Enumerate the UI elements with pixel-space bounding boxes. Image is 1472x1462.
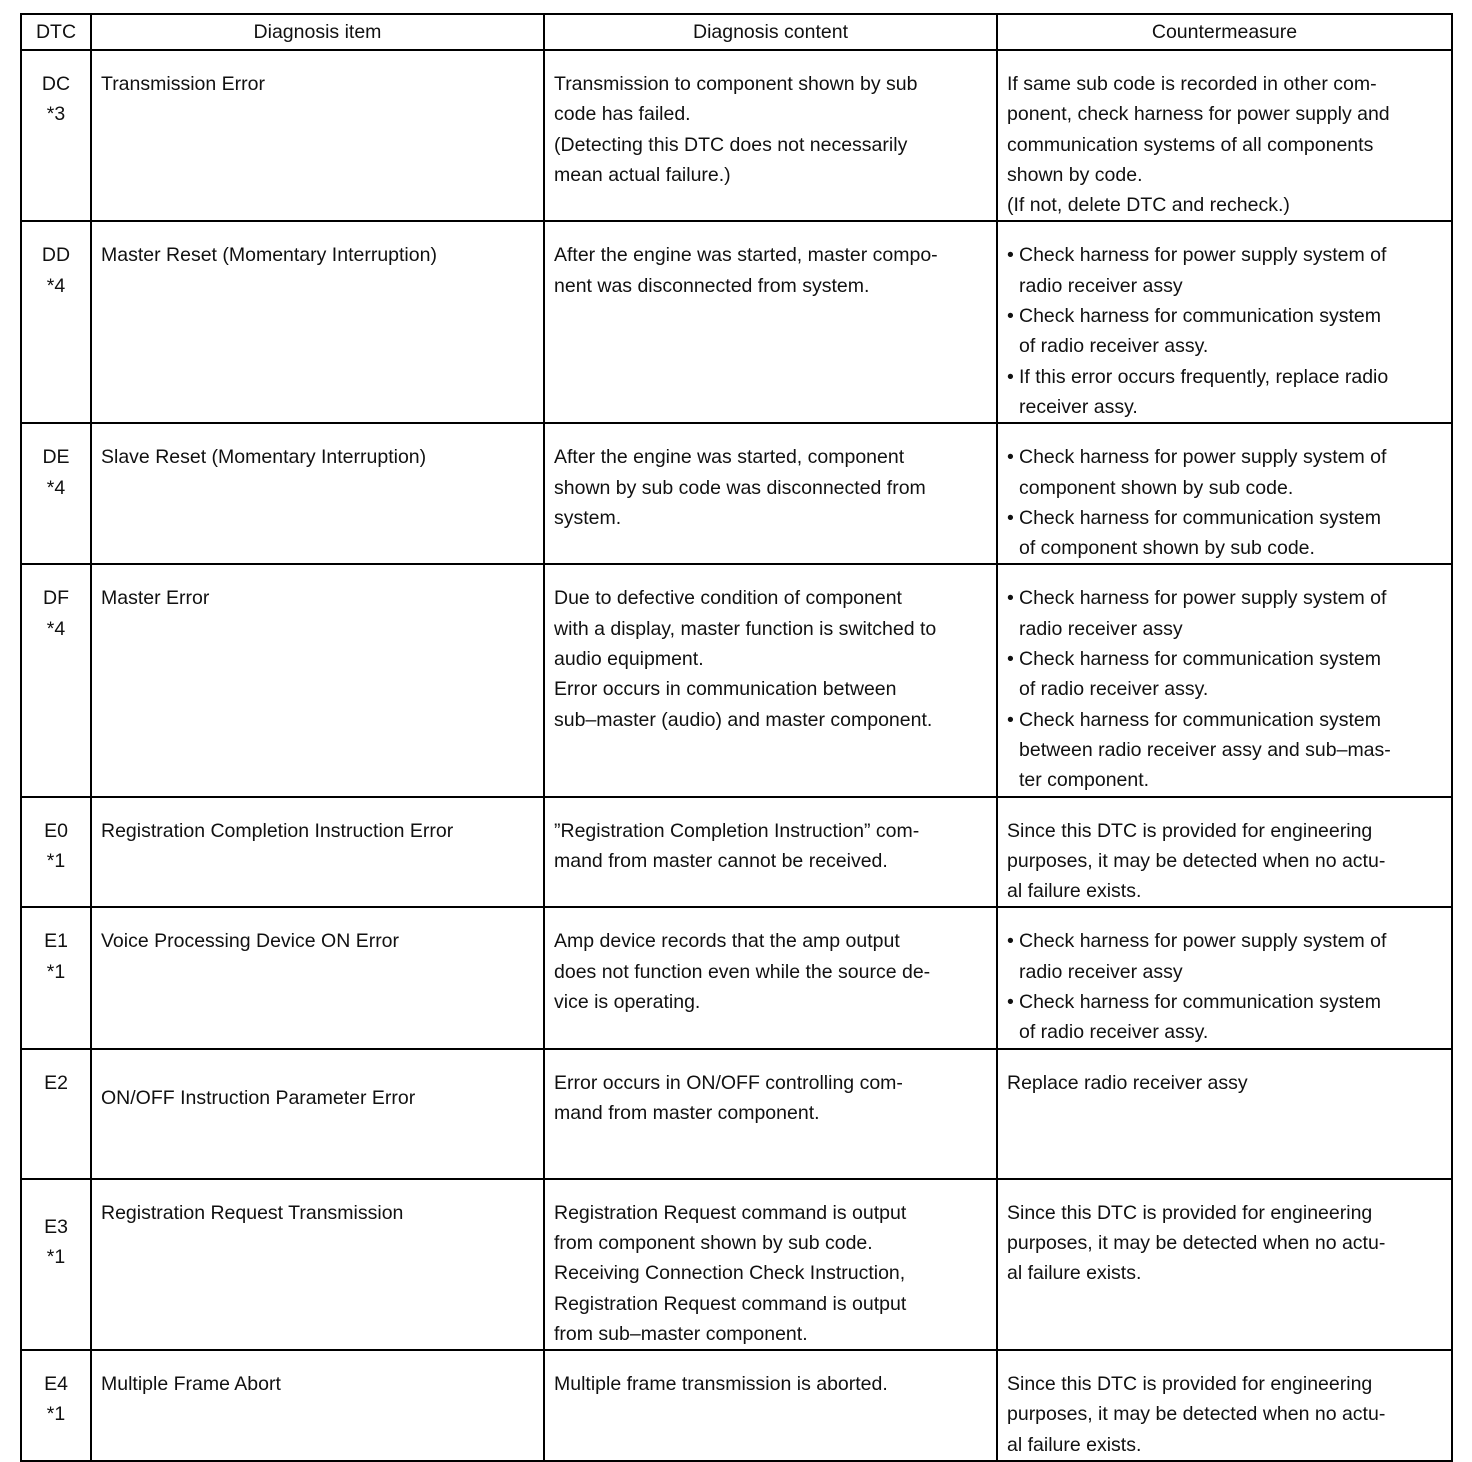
countermeasure-cell	[997, 1049, 1452, 1179]
content-line: ”Registration Completion Instruction” com-	[554, 819, 920, 842]
bullet-item	[1007, 705, 1442, 796]
countermeasure-line: al failure exists.	[1007, 1262, 1142, 1285]
table-row	[21, 1049, 1452, 1179]
countermeasure-text	[1007, 1198, 1442, 1289]
dtc-note: *1	[46, 849, 66, 872]
diagnosis-content-cell	[544, 564, 997, 796]
dtc-code	[22, 1050, 90, 1098]
bullet-item	[1007, 644, 1442, 705]
countermeasure-line: al failure exists.	[1007, 880, 1142, 903]
diagnosis-content-cell	[544, 1049, 997, 1179]
dtc-code-text: E4	[44, 1373, 68, 1396]
countermeasure-line: Check harness for communication system	[1019, 506, 1381, 529]
countermeasure-line: ponent, check harness for power supply and	[1007, 103, 1390, 126]
dtc-note: *4	[46, 617, 66, 640]
countermeasure-line: of component shown by sub code.	[1019, 537, 1315, 560]
bullet-item	[1007, 503, 1442, 564]
dtc-code-text: E1	[44, 930, 68, 953]
countermeasure-line: If this error occurs frequently, replace radio	[1019, 365, 1389, 388]
diagnosis-content-cell	[544, 50, 997, 221]
countermeasure-cell	[997, 50, 1452, 221]
countermeasure-line: Check harness for communication system	[1019, 708, 1381, 731]
bullet-icon: •	[1007, 587, 1014, 610]
dtc-cell	[21, 1049, 91, 1179]
diagnosis-content-cell	[544, 1350, 997, 1461]
dtc-note: *1	[46, 960, 66, 983]
diagnosis-item-text: Transmission Error	[101, 73, 265, 95]
diagnosis-item	[92, 424, 543, 472]
table-row	[21, 221, 1452, 423]
dtc-note: *1	[46, 1245, 66, 1268]
countermeasure	[998, 1050, 1451, 1098]
bullet-icon: •	[1007, 648, 1014, 671]
diagnosis-content	[545, 1050, 996, 1129]
dtc-note: *4	[46, 476, 66, 499]
content-line: from component shown by sub code.	[554, 1231, 873, 1254]
bullet-icon: •	[1007, 446, 1014, 469]
dtc-cell	[21, 564, 91, 796]
table-row	[21, 564, 1452, 796]
content-line: Error occurs in ON/OFF controlling com-	[554, 1071, 903, 1094]
countermeasure-cell	[997, 221, 1452, 423]
dtc-code	[22, 424, 90, 503]
diagnosis-item-cell	[91, 1350, 544, 1461]
bullet-item	[1007, 987, 1442, 1048]
diagnosis-content	[545, 1180, 996, 1349]
diagnosis-item-text: Slave Reset (Momentary Interruption)	[101, 446, 427, 469]
content-line: system.	[554, 506, 622, 529]
diagnosis-item	[92, 798, 543, 846]
content-line: mand from master component.	[554, 1101, 820, 1124]
dtc-table	[20, 13, 1453, 1462]
content-line: Transmission to component shown by sub	[554, 73, 918, 95]
countermeasure-line: Check harness for communication system	[1019, 991, 1381, 1014]
countermeasure-text	[1007, 1068, 1442, 1098]
dtc-code-text: E3	[44, 1215, 68, 1238]
diagnosis-content	[545, 424, 996, 533]
countermeasure-line: of radio receiver assy.	[1019, 678, 1209, 701]
countermeasure-line: Check harness for power supply system of	[1019, 930, 1387, 953]
countermeasure-line: Check harness for power supply system of	[1019, 446, 1387, 469]
diagnosis-item-cell	[91, 423, 544, 564]
header-dtc: DTC	[21, 14, 91, 50]
dtc-code	[22, 51, 90, 130]
content-line: nent was disconnected from system.	[554, 274, 870, 297]
content-line: mand from master cannot be received.	[554, 849, 888, 872]
countermeasure-line: purposes, it may be detected when no actu-	[1007, 849, 1386, 872]
content-line: Registration Request command is output	[554, 1201, 907, 1224]
bullet-icon: •	[1007, 305, 1014, 328]
dtc-note: *1	[46, 1403, 66, 1426]
bullet-icon: •	[1007, 708, 1014, 731]
countermeasure-line: If same sub code is recorded in other com-	[1007, 73, 1377, 95]
bullet-item	[1007, 442, 1442, 503]
diagnosis-content-cell	[544, 797, 997, 908]
content-line: After the engine was started, component	[554, 446, 905, 469]
diagnosis-item-text: Multiple Frame Abort	[101, 1373, 281, 1396]
table-row	[21, 797, 1452, 908]
countermeasure-line: shown by code.	[1007, 163, 1143, 186]
bullet-icon: •	[1007, 991, 1014, 1014]
bullet-item	[1007, 301, 1442, 362]
diagnosis-item-text: Master Reset (Momentary Interruption)	[101, 244, 437, 267]
content-line: Receiving Connection Check Instruction,	[554, 1262, 906, 1285]
diagnosis-item	[92, 222, 543, 270]
diagnosis-item	[92, 1351, 543, 1399]
diagnosis-item-text: ON/OFF Instruction Parameter Error	[101, 1086, 416, 1109]
diagnosis-item-cell	[91, 797, 544, 908]
bullet-icon: •	[1007, 506, 1014, 529]
content-line: Multiple frame transmission is aborted.	[554, 1373, 888, 1396]
countermeasure-text	[1007, 69, 1442, 220]
content-line: shown by sub code was disconnected from	[554, 476, 926, 499]
bullet-icon: •	[1007, 365, 1014, 388]
countermeasure-line: Check harness for communication system	[1019, 305, 1381, 328]
table-row	[21, 50, 1452, 221]
content-line: code has failed.	[554, 103, 691, 126]
countermeasure	[998, 1180, 1451, 1289]
diagnosis-item-text: Registration Request Transmission	[101, 1201, 404, 1224]
diagnosis-item-text: Voice Processing Device ON Error	[101, 930, 400, 953]
diagnosis-content-cell	[544, 221, 997, 423]
content-line: (Detecting this DTC does not necessarily	[554, 133, 908, 156]
countermeasure-line: ter component.	[1019, 769, 1150, 792]
dtc-code-text: DF	[43, 587, 69, 610]
diagnosis-content	[545, 908, 996, 1017]
header-diagnosis-item: Diagnosis item	[91, 14, 544, 50]
dtc-code	[22, 908, 90, 987]
content-line: Amp device records that the amp output	[554, 930, 900, 953]
diagnosis-item	[92, 51, 543, 99]
countermeasure	[998, 798, 1451, 907]
diagnosis-content-cell	[544, 907, 997, 1048]
dtc-note: *4	[46, 274, 66, 297]
countermeasure-line: component shown by sub code.	[1019, 476, 1294, 499]
countermeasure-line: Check harness for communication system	[1019, 648, 1381, 671]
countermeasure	[998, 908, 1451, 1047]
countermeasure-line: Check harness for power supply system of	[1019, 244, 1387, 267]
countermeasure	[998, 51, 1451, 220]
countermeasure-line: receiver assy.	[1019, 395, 1138, 418]
bullet-icon: •	[1007, 244, 1014, 267]
countermeasure-cell	[997, 423, 1452, 564]
diagnosis-item-cell	[91, 564, 544, 796]
diagnosis-item-cell	[91, 221, 544, 423]
countermeasure-line: radio receiver assy	[1019, 274, 1183, 297]
countermeasure-line: (If not, delete DTC and recheck.)	[1007, 194, 1290, 217]
diagnosis-content	[545, 222, 996, 301]
dtc-cell	[21, 221, 91, 423]
dtc-code	[22, 798, 90, 877]
diagnosis-item-cell	[91, 1049, 544, 1179]
dtc-cell	[21, 1179, 91, 1350]
countermeasure	[998, 1351, 1451, 1460]
countermeasure-cell	[997, 797, 1452, 908]
diagnosis-item-cell	[91, 50, 544, 221]
countermeasure-line: radio receiver assy	[1019, 960, 1183, 983]
diagnosis-content-cell	[544, 423, 997, 564]
dtc-code	[22, 1180, 90, 1273]
dtc-code	[22, 1351, 90, 1430]
diagnosis-item	[92, 565, 543, 613]
dtc-cell	[21, 423, 91, 564]
dtc-code-text: E0	[44, 819, 68, 842]
bullet-icon: •	[1007, 930, 1014, 953]
diagnosis-content	[545, 51, 996, 190]
table-row	[21, 907, 1452, 1048]
diagnosis-item	[92, 1180, 543, 1228]
countermeasure	[998, 565, 1451, 795]
countermeasure-line: radio receiver assy	[1019, 617, 1183, 640]
countermeasure-text	[1007, 816, 1442, 907]
table-row	[21, 1350, 1452, 1461]
diagnosis-item-cell	[91, 907, 544, 1048]
countermeasure	[998, 424, 1451, 563]
countermeasure-line: between radio receiver assy and sub–mas-	[1019, 738, 1391, 761]
countermeasure-cell	[997, 907, 1452, 1048]
dtc-code-text: DE	[42, 446, 70, 469]
content-line: from sub–master component.	[554, 1322, 808, 1345]
diagnosis-content	[545, 798, 996, 877]
dtc-code-text: DD	[41, 244, 71, 267]
diagnosis-content	[545, 565, 996, 734]
dtc-code	[22, 222, 90, 301]
header-diagnosis-content: Diagnosis content	[544, 14, 997, 50]
countermeasure-line: of radio receiver assy.	[1019, 335, 1209, 358]
table-row	[21, 1179, 1452, 1350]
diagnosis-content	[545, 1351, 996, 1399]
dtc-code-text: DC	[41, 73, 71, 95]
header-row	[21, 14, 1452, 50]
dtc-cell	[21, 50, 91, 221]
countermeasure-line: purposes, it may be detected when no actu-	[1007, 1231, 1386, 1254]
bullet-item	[1007, 583, 1442, 644]
dtc-code-text: E2	[44, 1071, 68, 1094]
content-line: After the engine was started, master compo-	[554, 244, 938, 267]
countermeasure-text	[1007, 1369, 1442, 1460]
countermeasure-line: Since this DTC is provided for engineering	[1007, 1373, 1373, 1396]
countermeasure-line: Since this DTC is provided for engineering	[1007, 819, 1373, 842]
dtc-cell	[21, 1350, 91, 1461]
content-line: Error occurs in communication between	[554, 678, 897, 701]
countermeasure	[998, 222, 1451, 422]
diagnosis-item	[92, 1050, 543, 1113]
content-line: does not function even while the source de-	[554, 960, 931, 983]
content-line: sub–master (audio) and master component.	[554, 708, 933, 731]
content-line: audio equipment.	[554, 648, 704, 671]
header-countermeasure: Countermeasure	[997, 14, 1452, 50]
countermeasure-line: purposes, it may be detected when no actu-	[1007, 1403, 1386, 1426]
bullet-item	[1007, 926, 1442, 987]
dtc-note: *3	[46, 103, 66, 126]
diagnosis-item-cell	[91, 1179, 544, 1350]
dtc-cell	[21, 907, 91, 1048]
countermeasure-cell	[997, 1350, 1452, 1461]
diagnosis-item	[92, 908, 543, 956]
countermeasure-line: Check harness for power supply system of	[1019, 587, 1387, 610]
countermeasure-cell	[997, 564, 1452, 796]
content-line: with a display, master function is switched to	[554, 617, 937, 640]
content-line: Due to defective condition of component	[554, 587, 902, 610]
diagnosis-content-cell	[544, 1179, 997, 1350]
countermeasure-line: communication systems of all components	[1007, 133, 1374, 156]
diagnosis-item-text: Master Error	[101, 587, 210, 610]
content-line: vice is operating.	[554, 991, 701, 1014]
table-row	[21, 423, 1452, 564]
dtc-cell	[21, 797, 91, 908]
diagnosis-item-text: Registration Completion Instruction Error	[101, 819, 454, 842]
dtc-code	[22, 565, 90, 644]
content-line: mean actual failure.)	[554, 163, 731, 186]
countermeasure-cell	[997, 1179, 1452, 1350]
bullet-item	[1007, 240, 1442, 301]
bullet-item	[1007, 362, 1442, 423]
countermeasure-line: of radio receiver assy.	[1019, 1021, 1209, 1044]
content-line: Registration Request command is output	[554, 1292, 907, 1315]
countermeasure-line: Since this DTC is provided for engineering	[1007, 1201, 1373, 1224]
countermeasure-line: al failure exists.	[1007, 1433, 1142, 1456]
countermeasure-line: Replace radio receiver assy	[1007, 1071, 1248, 1094]
